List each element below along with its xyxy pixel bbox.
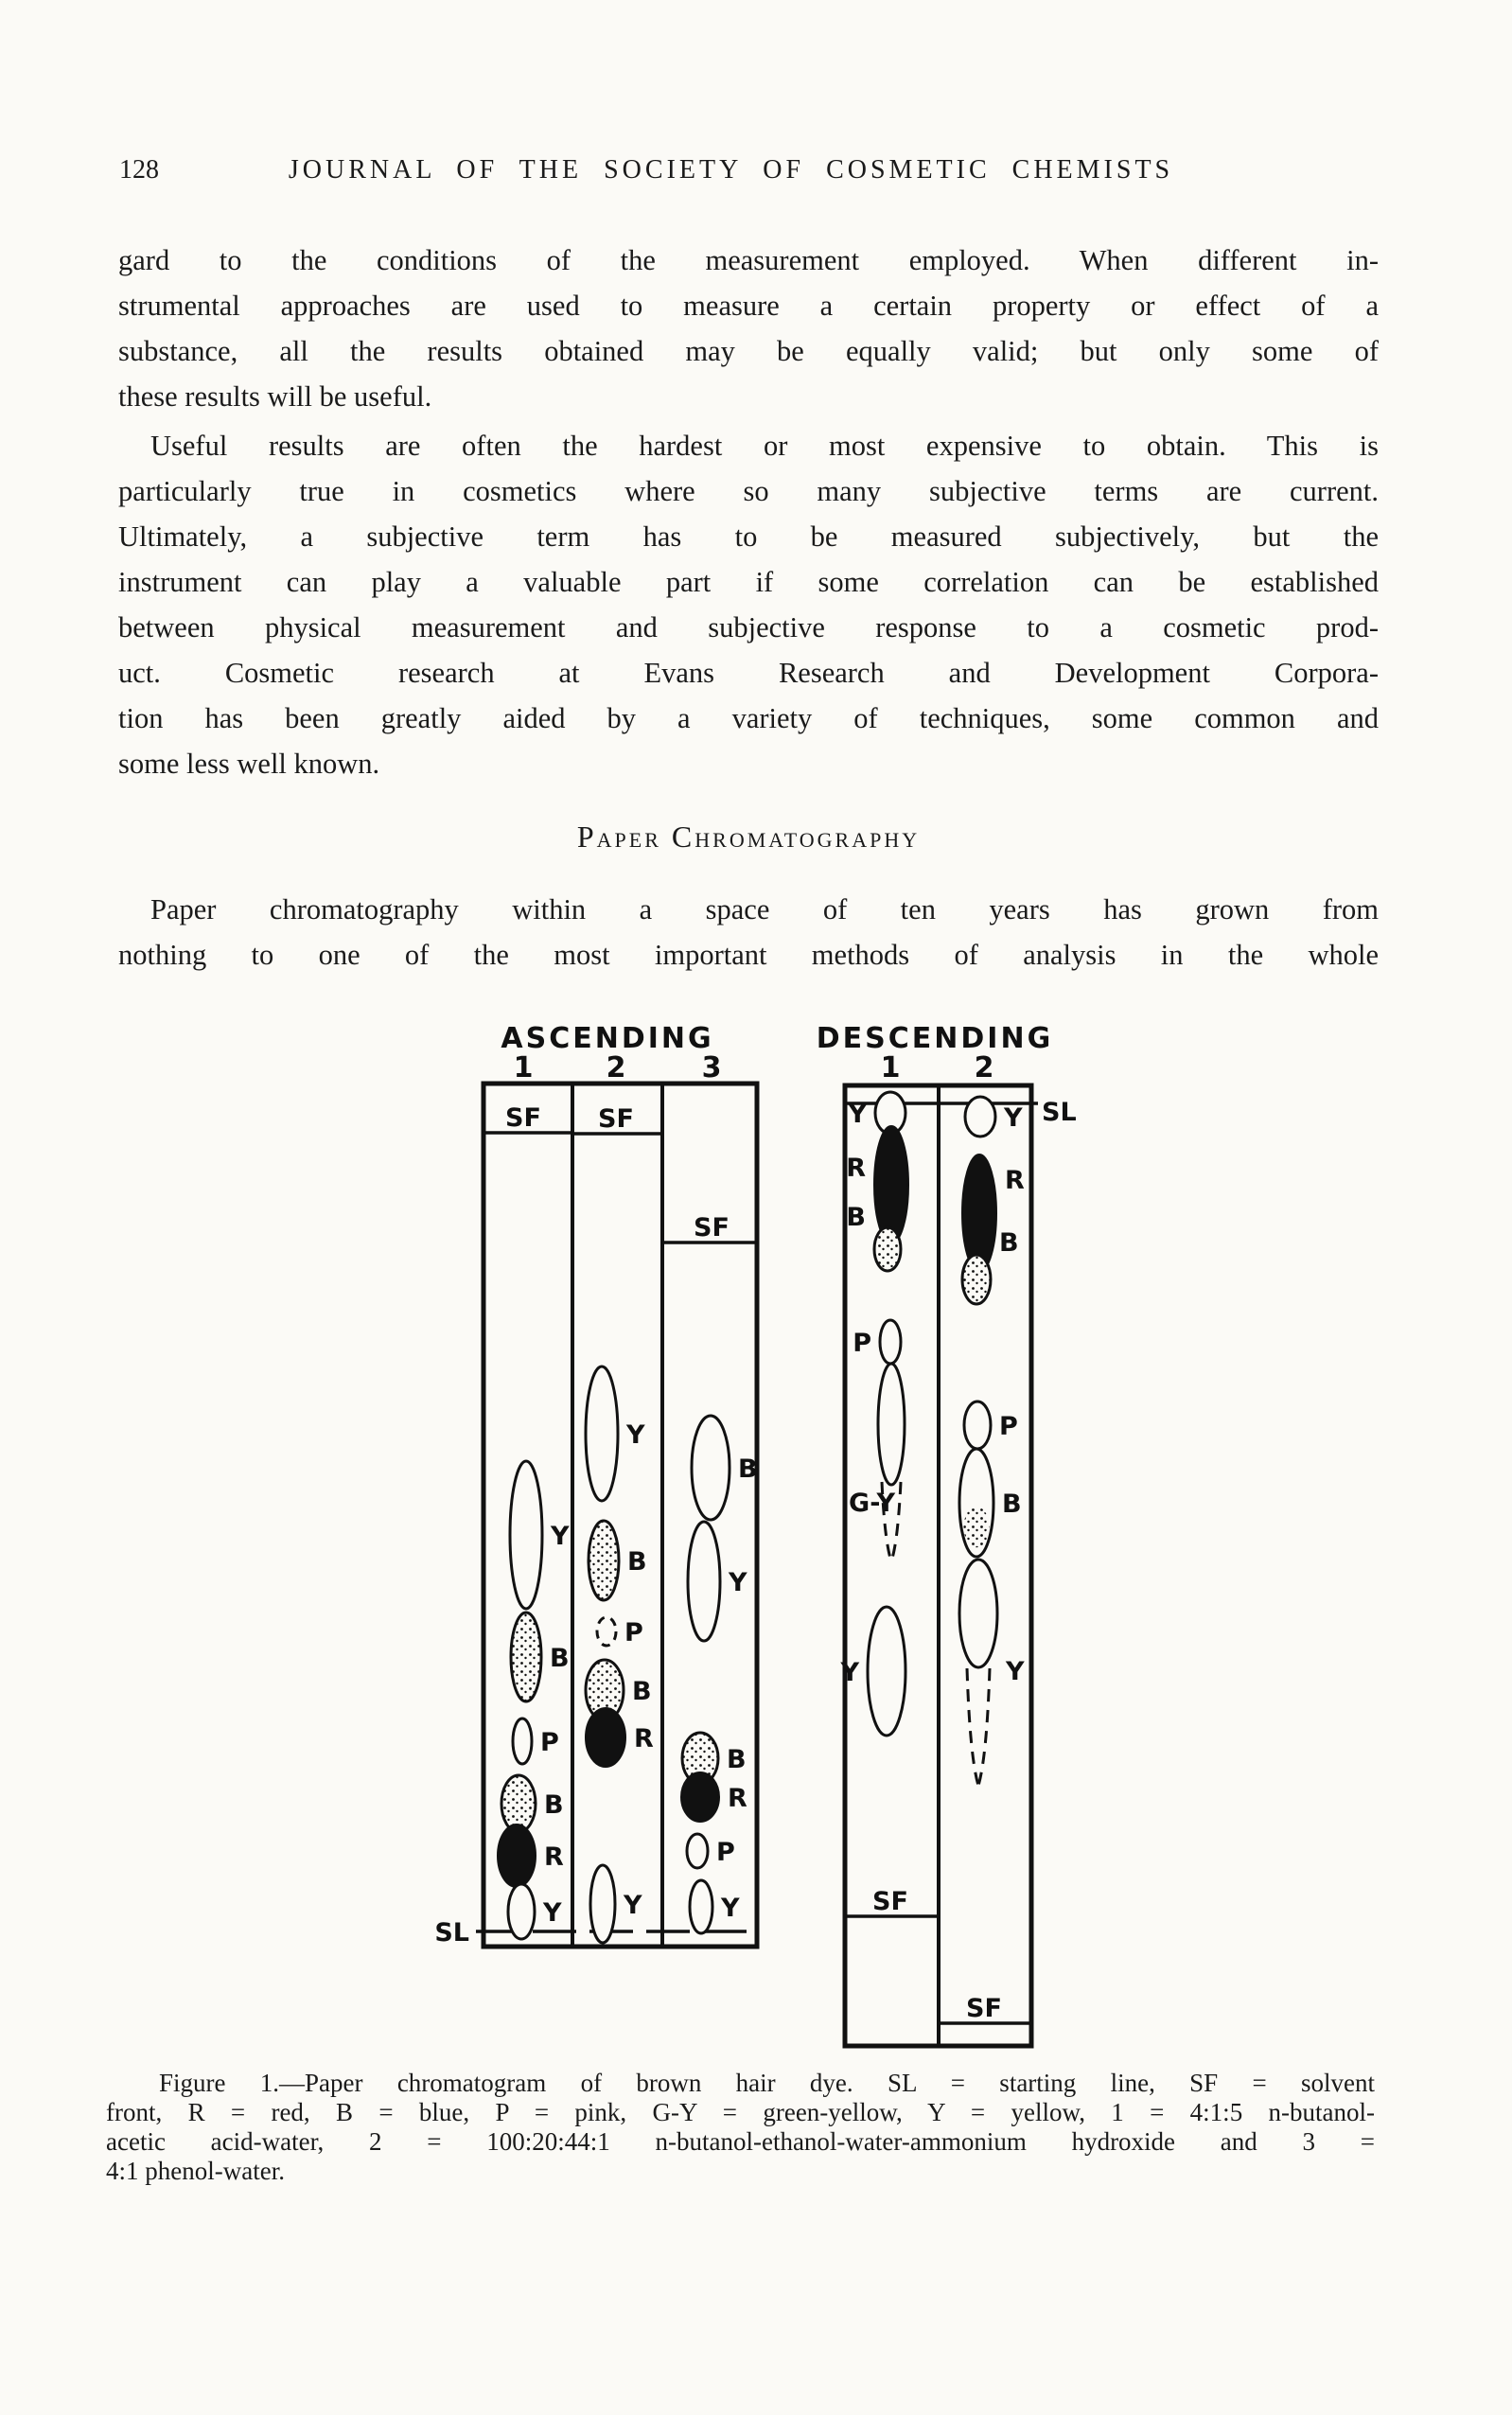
chromatogram-spot — [498, 1824, 536, 1887]
spot-label: Y — [729, 1568, 747, 1597]
spot-label: Y — [721, 1894, 740, 1923]
spot-label: P — [716, 1838, 735, 1867]
text-line: some less well known. — [118, 748, 380, 780]
spot-label: P — [999, 1412, 1018, 1441]
strip-number: 2 — [606, 1051, 626, 1084]
chromatogram-spot — [511, 1613, 541, 1701]
spot-label: Y — [1006, 1657, 1025, 1686]
text-line: uct. Cosmetic research at Evans Research and Development Corpora- — [118, 657, 1379, 689]
chromatogram-spot — [688, 1522, 720, 1641]
text-line: these results will be useful. — [118, 380, 432, 413]
starting-line-label: SL — [1042, 1098, 1077, 1127]
chromatogram-spot — [586, 1708, 625, 1767]
text-line: front, R = red, B = blue, P = pink, G-Y = green-yellow, Y = yellow, 1 = 4:1:5 n-butanol- — [106, 2098, 1375, 2126]
text-line: acetic acid-water, 2 = 100:20:44:1 n-butanol-ethanol-water-ammonium hydroxide and 3 = — [106, 2127, 1375, 2156]
solvent-front-label: SF — [966, 1994, 1002, 2023]
chromatogram-spot — [501, 1775, 536, 1832]
solvent-front-label: SF — [694, 1213, 730, 1243]
spot-label: Y — [624, 1891, 642, 1920]
chromatogram-spot — [964, 1401, 991, 1449]
starting-line-label: SL — [434, 1918, 469, 1948]
solvent-front-label: SF — [505, 1103, 541, 1133]
spot-label: R — [634, 1724, 654, 1754]
chromatogram-spot — [589, 1521, 619, 1600]
running-head: JOURNAL OF THE SOCIETY OF COSMETIC CHEMISTS — [288, 155, 1174, 185]
text-line: particularly true in cosmetics where so many subjective terms are current. — [118, 475, 1379, 507]
spot-label: R — [728, 1784, 747, 1813]
text-line: instrument can play a valuable part if some correlation can be established — [118, 566, 1379, 598]
spot-label: B — [544, 1790, 564, 1820]
figure-caption — [106, 2069, 1375, 2186]
chromatogram-spot — [508, 1884, 535, 1939]
spot-label: B — [738, 1454, 758, 1484]
spot-label: Y — [551, 1522, 570, 1551]
chromatogram-spot — [590, 1865, 615, 1943]
text-line: Useful results are often the hardest or most expensive to obtain. This is — [150, 430, 1379, 462]
spot-label: Y — [1004, 1103, 1023, 1133]
strip-number: 2 — [974, 1051, 994, 1084]
chromatogram-spot-tail — [967, 1668, 990, 1786]
text-line: gard to the conditions of the measurement employed. When different in- — [118, 244, 1379, 276]
chromatogram-spot — [965, 1097, 995, 1137]
spot-label: P — [540, 1728, 559, 1757]
spot-label: B — [846, 1203, 866, 1232]
chromatogram-spot — [513, 1719, 532, 1764]
chromatogram-spot — [510, 1461, 542, 1609]
chromatogram-spot — [878, 1364, 905, 1485]
spot-label: R — [1005, 1166, 1025, 1195]
text-line: Paper chromatography within a space of ten years has grown from — [150, 893, 1379, 925]
spot-label: B — [632, 1677, 652, 1706]
chromatogram-spot — [687, 1834, 708, 1868]
text-line: Figure 1.—Paper chromatogram of brown hair dye. SL = starting line, SF = solvent — [159, 2069, 1375, 2097]
spot-label: Y — [626, 1420, 645, 1450]
section-heading: Paper Chromatography — [576, 820, 921, 854]
chromatogram-spot — [692, 1416, 730, 1520]
chromatogram-spot — [868, 1607, 905, 1736]
strip-number: 1 — [880, 1051, 901, 1084]
text-line: nothing to one of the most important methods of analysis in the whole — [118, 939, 1379, 971]
page-number: 128 — [119, 155, 159, 185]
spot-label: B — [999, 1228, 1019, 1258]
chromatogram-spot — [962, 1255, 991, 1304]
text-line: Ultimately, a subjective term has to be measured subjectively, but the — [118, 520, 1379, 553]
text-line: 4:1 phenol-water. — [106, 2157, 285, 2185]
spot-label: P — [853, 1329, 871, 1358]
strip-number: 1 — [513, 1051, 534, 1084]
figure-group-title: DESCENDING — [816, 1022, 1054, 1055]
solvent-front-label: SF — [872, 1887, 908, 1916]
solvent-front-label: SF — [598, 1104, 634, 1134]
spot-label: B — [627, 1547, 647, 1577]
chromatogram-spot-speckle — [964, 1507, 990, 1547]
spot-label: R — [544, 1842, 564, 1872]
chromatogram-spot — [880, 1320, 901, 1364]
chromatogram-spot — [597, 1617, 616, 1646]
chromatogram-spot — [959, 1560, 997, 1667]
spot-label: Y — [840, 1658, 859, 1687]
text-line: substance, all the results obtained may be equally valid; but only some of — [118, 335, 1379, 367]
spot-label: Y — [543, 1898, 562, 1928]
chromatogram-spot — [690, 1880, 712, 1933]
spot-label: G-Y — [849, 1489, 895, 1518]
spot-label: B — [550, 1644, 570, 1673]
spot-label: B — [727, 1745, 747, 1774]
spot-label: R — [846, 1154, 866, 1183]
spot-label: Y — [848, 1100, 867, 1129]
strip-number: 3 — [701, 1051, 722, 1084]
text-line: tion has been greatly aided by a variety of techniques, some common and — [118, 702, 1379, 734]
chromatogram-spot — [874, 1126, 908, 1243]
chromatogram-spot — [586, 1366, 618, 1501]
chromatogram-spot — [681, 1772, 719, 1822]
spot-label: B — [1002, 1490, 1022, 1519]
text-line: strumental approaches are used to measure a certain property or effect of a — [118, 290, 1379, 322]
spot-label: P — [624, 1618, 643, 1648]
chromatogram-spot — [874, 1227, 901, 1271]
figure-group-title: ASCENDING — [501, 1022, 714, 1055]
text-line: between physical measurement and subjective response to a cosmetic prod- — [118, 611, 1379, 643]
